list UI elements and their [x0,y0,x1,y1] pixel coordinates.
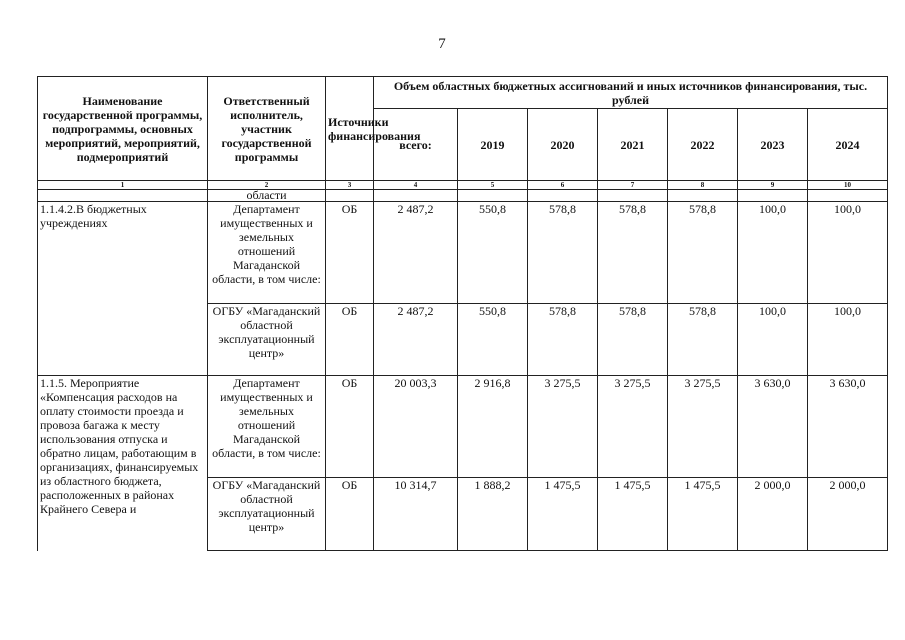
header-total: всего: [374,109,458,181]
row-value: 578,8 [528,202,598,304]
row-executor: ОГБУ «Магаданский областной эксплуатационный центр» [208,304,326,376]
header-executor: Ответственный исполнитель, участник государственной программы [208,77,326,181]
row-value: 3 275,5 [668,376,738,478]
row-value: 3 630,0 [738,376,808,478]
row-value: 2 487,2 [374,202,458,304]
budget-table [37,76,888,551]
row-value: 578,8 [528,304,598,376]
row-executor: Департамент имущественных и земельных отношений Магаданской области, в том числе: [208,202,326,304]
row-value: 20 003,3 [374,376,458,478]
column-number: 8 [668,181,738,190]
row-value: 100,0 [808,304,888,376]
row-value: 3 275,5 [528,376,598,478]
column-number: 2 [208,181,326,190]
row-value: 2 000,0 [808,478,888,551]
row-value: 2 000,0 [738,478,808,551]
row-name: 1.1.4.2.В бюджетных учреждениях [38,202,208,376]
row-value: 578,8 [668,202,738,304]
column-number-row [38,181,888,190]
row-source: ОБ [326,376,374,478]
row-value: 10 314,7 [374,478,458,551]
header-source: Источники финансирования [326,77,374,181]
header-year: 2024 [808,109,888,181]
header-year: 2019 [458,109,528,181]
column-number: 5 [458,181,528,190]
row-executor: ОГБУ «Магаданский областной эксплуатационный центр» [208,478,326,551]
row-value: 100,0 [738,304,808,376]
row-value: 550,8 [458,304,528,376]
column-number: 6 [528,181,598,190]
column-number: 1 [38,181,208,190]
continuation-row [38,190,888,202]
header-year: 2020 [528,109,598,181]
row-value: 2 916,8 [458,376,528,478]
continuation-text: области [208,190,326,202]
row-name: 1.1.5. Мероприятие «Компенсация расходов на оплату стоимости проезда и провоза багажа к месту использования отпуска и обратно лицам, работающим в организациях, финансируемых из областного бюджета, расположенных в районах Крайнего Севера и [38,376,208,551]
row-executor: Департамент имущественных и земельных отношений Магаданской области, в том числе: [208,376,326,478]
row-source: ОБ [326,304,374,376]
row-value: 1 475,5 [668,478,738,551]
row-value: 1 475,5 [528,478,598,551]
row-value: 1 888,2 [458,478,528,551]
header-year: 2021 [598,109,668,181]
column-number: 3 [326,181,374,190]
column-number: 10 [808,181,888,190]
row-value: 2 487,2 [374,304,458,376]
row-value: 3 630,0 [808,376,888,478]
table-row [38,202,888,304]
row-value: 3 275,5 [598,376,668,478]
row-source: ОБ [326,202,374,304]
row-value: 578,8 [598,202,668,304]
row-value: 578,8 [598,304,668,376]
row-value: 578,8 [668,304,738,376]
column-number: 9 [738,181,808,190]
column-number: 7 [598,181,668,190]
header-volume-title: Объем областных бюджетных ассигнований и иных источников финансирования, тыс. рублей [374,77,888,109]
row-value: 550,8 [458,202,528,304]
table-row [38,376,888,478]
header-name: Наименование государственной программы, подпрограммы, основных мероприятий, мероприятий, подмероприятий [38,77,208,181]
row-source: ОБ [326,478,374,551]
row-value: 100,0 [808,202,888,304]
page-number: 7 [438,36,446,52]
header-year: 2022 [668,109,738,181]
column-number: 4 [374,181,458,190]
row-value: 100,0 [738,202,808,304]
row-value: 1 475,5 [598,478,668,551]
header-year: 2023 [738,109,808,181]
